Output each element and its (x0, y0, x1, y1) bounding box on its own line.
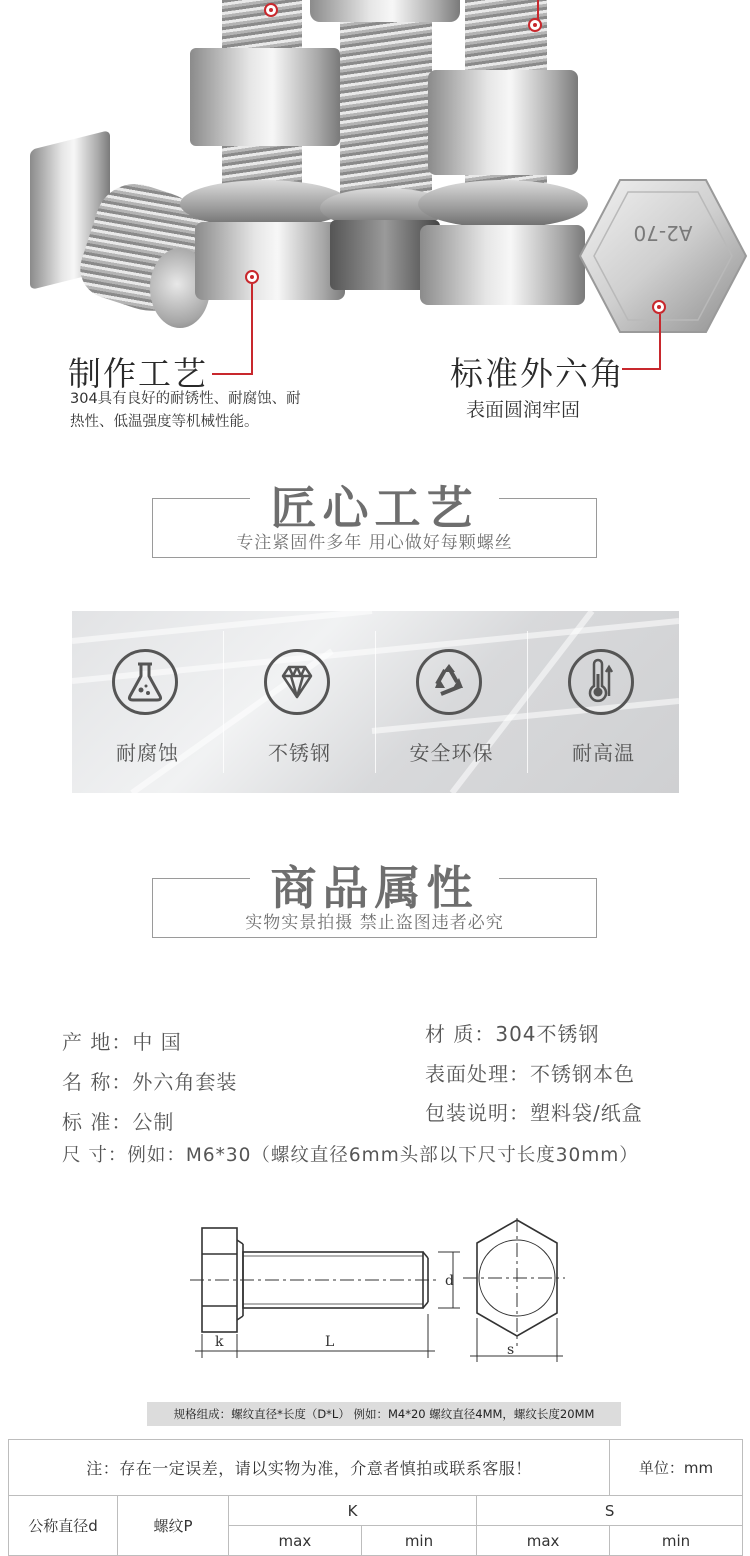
section-title: 匠心工艺 (270, 481, 479, 535)
callout-dot (245, 270, 259, 284)
attr-packing: 包装说明：塑料袋/纸盒 (425, 1101, 643, 1125)
attr-name: 名 称：外六角套装 (62, 1070, 238, 1094)
table-note: 注：存在一定误差，请以实物为准，介意者慎拍或联系客服！ (9, 1440, 610, 1496)
section-subtitle: 专注紧固件多年 用心做好每颗螺丝 (236, 533, 513, 553)
callout-dot (652, 300, 666, 314)
attr-surface: 表面处理：不锈钢本色 (425, 1062, 635, 1086)
callout-dot (264, 3, 278, 17)
attr-size: 尺 寸：例如：M6*30（螺纹直径6mm头部以下尺寸长度30mm） (62, 1145, 639, 1166)
head-1 (195, 222, 345, 300)
bolt-dimension-diagram (185, 1218, 565, 1368)
flask-icon (112, 649, 178, 715)
nut-3 (428, 70, 578, 175)
craft-caption-line2: 热性、低温强度等机械性能。 (70, 414, 259, 430)
col-s-min: min (610, 1526, 743, 1556)
feature-eco (376, 611, 527, 793)
hex-caption-title: 标准外六角 (450, 354, 625, 393)
attr-standard: 标 准：公制 (62, 1110, 175, 1134)
washer-3 (418, 180, 588, 228)
section-subtitle: 实物实景拍摄 禁止盗图违者必究 (245, 913, 504, 933)
feature-corrosion (72, 611, 223, 793)
col-nominal-diameter: 公称直径d (9, 1496, 118, 1556)
dim-label-s: s (507, 1342, 515, 1358)
attr-material: 材 质：304不锈钢 (425, 1022, 600, 1046)
dim-label-L: L (325, 1334, 335, 1350)
col-s-max: max (477, 1526, 610, 1556)
callout-line (659, 314, 661, 369)
feature-heat (528, 611, 679, 793)
callout-line (622, 368, 661, 370)
feature-stainless (224, 611, 375, 793)
nut-2 (310, 0, 460, 22)
craft-caption-title: 制作工艺 (68, 354, 208, 393)
callout-line (251, 284, 253, 374)
head-3 (420, 225, 585, 305)
col-thread-pitch: 螺纹P (118, 1496, 229, 1556)
dim-label-k: k (215, 1334, 224, 1350)
bolt-shank-2 (340, 0, 432, 220)
craft-caption-line1: 304具有良好的耐锈性、耐腐蚀、耐 (70, 391, 301, 407)
nut-1 (190, 48, 340, 146)
attr-origin: 产 地：中 国 (62, 1030, 182, 1054)
feature-label: 不锈钢 (268, 741, 331, 765)
dim-label-d: d (445, 1273, 454, 1289)
spec-format-caption: 规格组成：螺纹直径*长度（D*L） 例如：M4*20 螺纹直径4MM，螺纹长度20MM (147, 1402, 621, 1426)
col-k-max: max (229, 1526, 362, 1556)
table-unit: 单位：mm (610, 1440, 743, 1496)
hex-caption-subtitle: 表面圆润牢固 (466, 399, 581, 421)
thermometer-icon (568, 649, 634, 715)
col-s: S (477, 1496, 743, 1526)
recycle-icon (416, 649, 482, 715)
col-k: K (229, 1496, 477, 1526)
feature-label: 安全环保 (409, 741, 494, 765)
feature-band (72, 611, 679, 793)
feature-label: 耐腐蚀 (116, 741, 179, 765)
callout-line (537, 0, 539, 20)
diamond-icon (264, 649, 330, 715)
product-photo (0, 0, 750, 440)
feature-label: 耐高温 (572, 741, 635, 765)
head-stamp: A2-70 (633, 221, 693, 245)
callout-dot (528, 18, 542, 32)
callout-line (212, 373, 253, 375)
section-props-header (152, 858, 597, 938)
spec-table (8, 1439, 743, 1556)
section-craft-header (152, 478, 597, 558)
section-title: 商品属性 (270, 861, 479, 915)
col-k-min: min (361, 1526, 476, 1556)
